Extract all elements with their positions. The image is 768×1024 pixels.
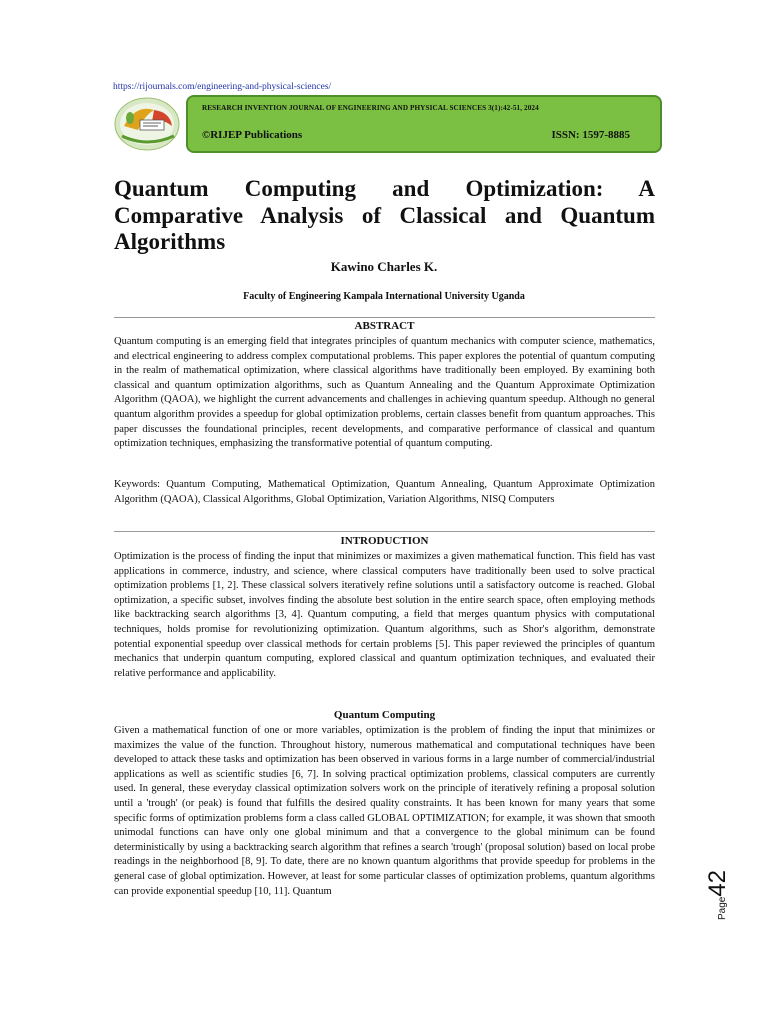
page-number-value: 42 [704,869,731,897]
keywords: Keywords: Quantum Computing, Mathematical Optimization, Quantum Annealing, Quantum Approximate Optimization Algorithm (QAOA), Classical Algorithms, Global Optimization, Variation Algorithms, NISQ Computers [114,479,655,505]
introduction-heading: INTRODUCTION [340,535,429,547]
abstract-top-rule [114,317,655,318]
page-label: Page [717,896,728,921]
journal-logo [114,96,186,152]
journal-banner [186,95,662,153]
issn: ISSN: 1597-8885 [551,129,630,141]
introduction-text: Optimization is the process of finding the input that minimizes or maximizes a given mathematical function. This field has vast applications in commerce, industry, and science, where classical computers have traditionally been used to solve practical optimization problems [1, 2]. These classical solvers iteratively refine solutions until a satisfactory outcome is reached. Global optimization, a specific subset, involves finding the absolute best solution in the entire search space, often employing methods like backtracking search algorithms [3, 4]. Quantum computing, a field that merges quantum physics with computational techniques, holds promise for revolutionizing optimization. Quantum algorithms, such as Shor's algorithm, demonstrate potential exponential speedup over classical methods for certain problems [5]. This paper reviewed the principles of quantum mechanics that underpin quantum computing, explored classical and quantum optimization techniques, and evaluated their relative performance and applicability. [114,551,655,679]
journal-url[interactable]: https://rijournals.com/engineering-and-physical-sciences/ [113,82,332,92]
publisher: ©RIJEP Publications [202,129,303,141]
author-name: Kawino Charles K. [330,259,438,274]
quantum-computing-text: Given a mathematical function of one or more variables, optimization is the problem of finding the input that minimizes or maximizes the value of the function. Throughout history, numerous mathematical and computational techniques have been developed to attack these tasks and optimization has been observed in various forms in a large number of commercial/industrial applications as well as scientific studies [6, 7]. In solving practical optimization problems, classical computers are currently used. In general, these everyday classical optimization solvers work on the principle of iteratively refining a proposal solution until a 'trough' (or peak) is found that fulfills the desired quality constraints. It has been known for many years that some specific forms of optimization problems form a class called GLOBAL OPTIMIZATION; for example, it was shown that smooth unimodal functions can have only one global minimum and that a convergence to the global minimum can be found deterministically by using a backtracking search algorithm that refines a search 'trough' (proposal solution) based on local probe readings in the neighborhood [8, 9]. To date, there are no known quantum algorithms that provide speedup for problems in the general case of global optimization. However, at least for some particular classes of optimization problems, quantum algorithms can provide exponential speedup [10, 11]. Quantum [114,725,655,897]
quantum-computing-heading: Quantum Computing [333,709,436,721]
paper-title: Quantum Computing and Optimization: A Comparative Analysis of Classical and Quantum Algorithms [114,176,655,254]
abstract-heading: ABSTRACT [354,320,415,332]
abstract-text: Quantum computing is an emerging field that integrates principles of quantum mechanics with computer science, mathematics, and electrical engineering to address complex computational problems. This paper explores the potential of quantum computing in the realm of mathematical optimization, where classical algorithms have traditionally been employed. By examining both classical and quantum optimization algorithms, such as Quantum Annealing and the Quantum Approximate Optimization Algorithm (QAOA), we highlight the current advancements and challenges in achieving quantum speedup. Although no general quantum algorithm provides a speedup for global optimization problems, certain classes benefit from quantum approaches. This paper discusses the foundational principles, recent developments, and comparative performance of classical and quantum optimization techniques, emphasizing the transformative potential of quantum computing. [114,336,655,450]
page-number [703,860,733,930]
journal-title: RESEARCH INVENTION JOURNAL OF ENGINEERING AND PHYSICAL SCIENCES 3(1):42-51, 2024 [202,104,539,112]
abstract-bottom-rule [114,531,655,532]
affiliation: Faculty of Engineering Kampala International University Uganda [243,291,525,302]
